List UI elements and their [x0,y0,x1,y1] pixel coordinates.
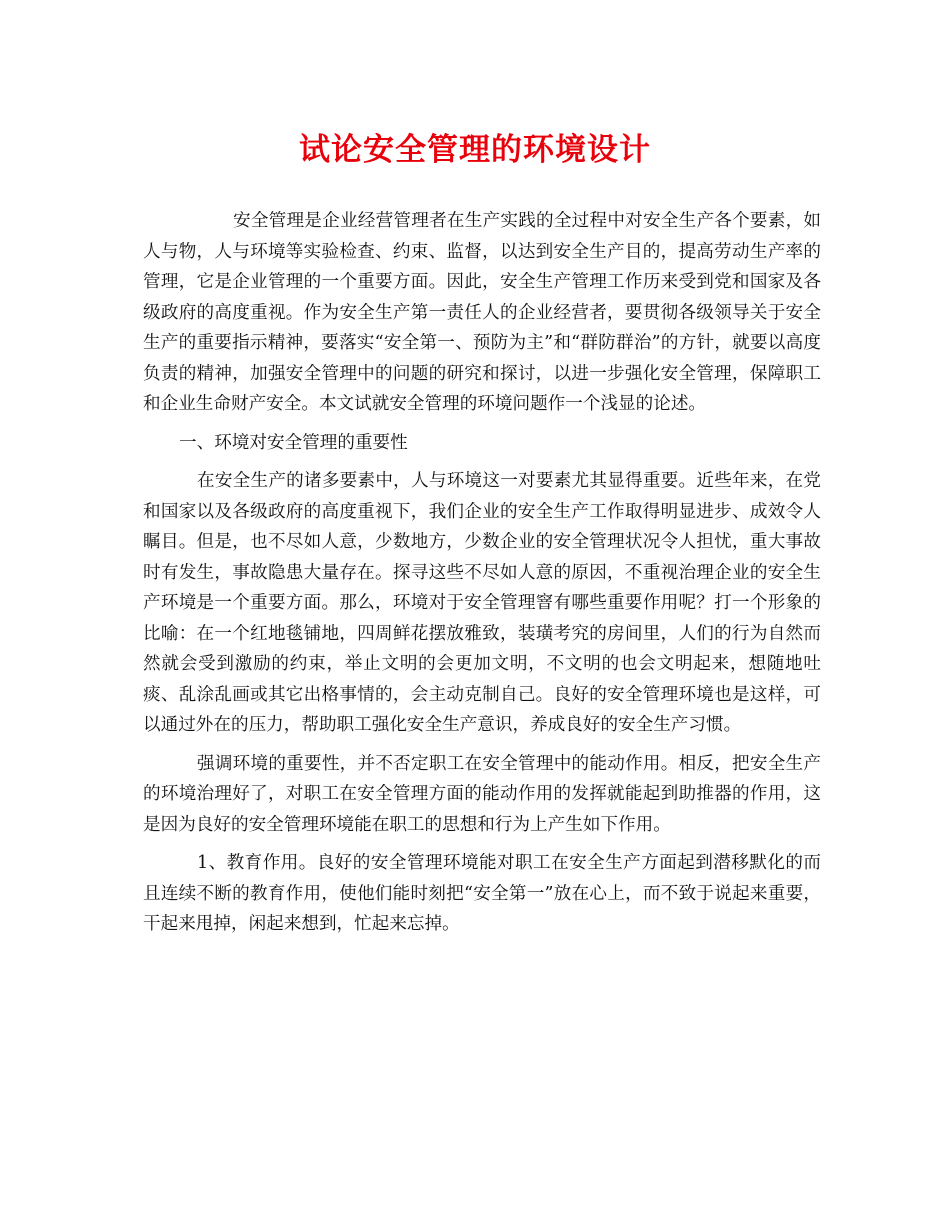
paragraph-education-effect: 1、教育作用。良好的安全管理环境能对职工在安全生产方面起到潜移默化的而且连续不断的教育作用，使他们能时刻把“安全第一”放在心上，而不致于说起来重要，干起来甩掉，闲起来想到，忙起来忘掉。 [143,853,821,934]
paragraph-intro: 安全管理是企业经营管理者在生产实践的全过程中对安全生产各个要素，如人与物，人与环境等实验检查、约束、监督，以达到安全生产目的，提高劳动生产率的管理，它是企业管理的一个重要方面。因此，安全生产管理工作历来受到党和国家及各级政府的高度重视。作为安全生产第一责任人的企业经营者，要贯彻各级领导关于安全生产的重要指示精神，要落实“安全第一、预防为主”和“群防群治”的方针，就要以高度负责的精神，加强安全管理中的问题的研究和探讨，以进一步强化安全管理，保障职工和企业生命财产安全。本文试就安全管理的环境问题作一个浅显的论述。 [143,211,821,414]
document-title: 试论安全管理的环境设计 [299,132,651,168]
document-body [143,206,821,940]
paragraph-section-1: 在安全生产的诸多要素中，人与环境这一对要素尤其显得重要。近些年来，在党和国家以及各级政府的高度重视下，我们企业的安全生产工作取得明显进步、成效令人瞩目。但是，也不尽如人意，少数地方，少数企业的安全管理状况令人担忧，重大事故时有发生，事故隐患大量存在。探寻这些不尽如人意的原因，不重视治理企业的安全生产环境是一个重要方面。那么，环境对于安全管理窨有哪些重要作用呢？打一个形象的比喻：在一个红地毯铺地，四周鲜花摆放雅致，装璜考究的房间里，人们的行为自然而然就会受到激励的约束，举止文明的会更加文明，不文明的也会文明起来，想随地吐痰、乱涂乱画或其它出格事情的，会主动克制自己。良好的安全管理环境也是这样，可以通过外在的压力，帮助职工强化安全生产意识，养成良好的安全生产习惯。 [143,471,821,735]
paragraph-environment-role: 强调环境的重要性，并不否定职工在安全管理中的能动作用。相反，把安全生产的环境治理好了，对职工在安全管理方面的能动作用的发挥就能起到助推器的作用，这是因为良好的安全管理环境能在职工的思想和行为上产生如下作用。 [143,753,821,835]
section-heading: 一、环境对安全管理的重要性 [179,432,408,453]
